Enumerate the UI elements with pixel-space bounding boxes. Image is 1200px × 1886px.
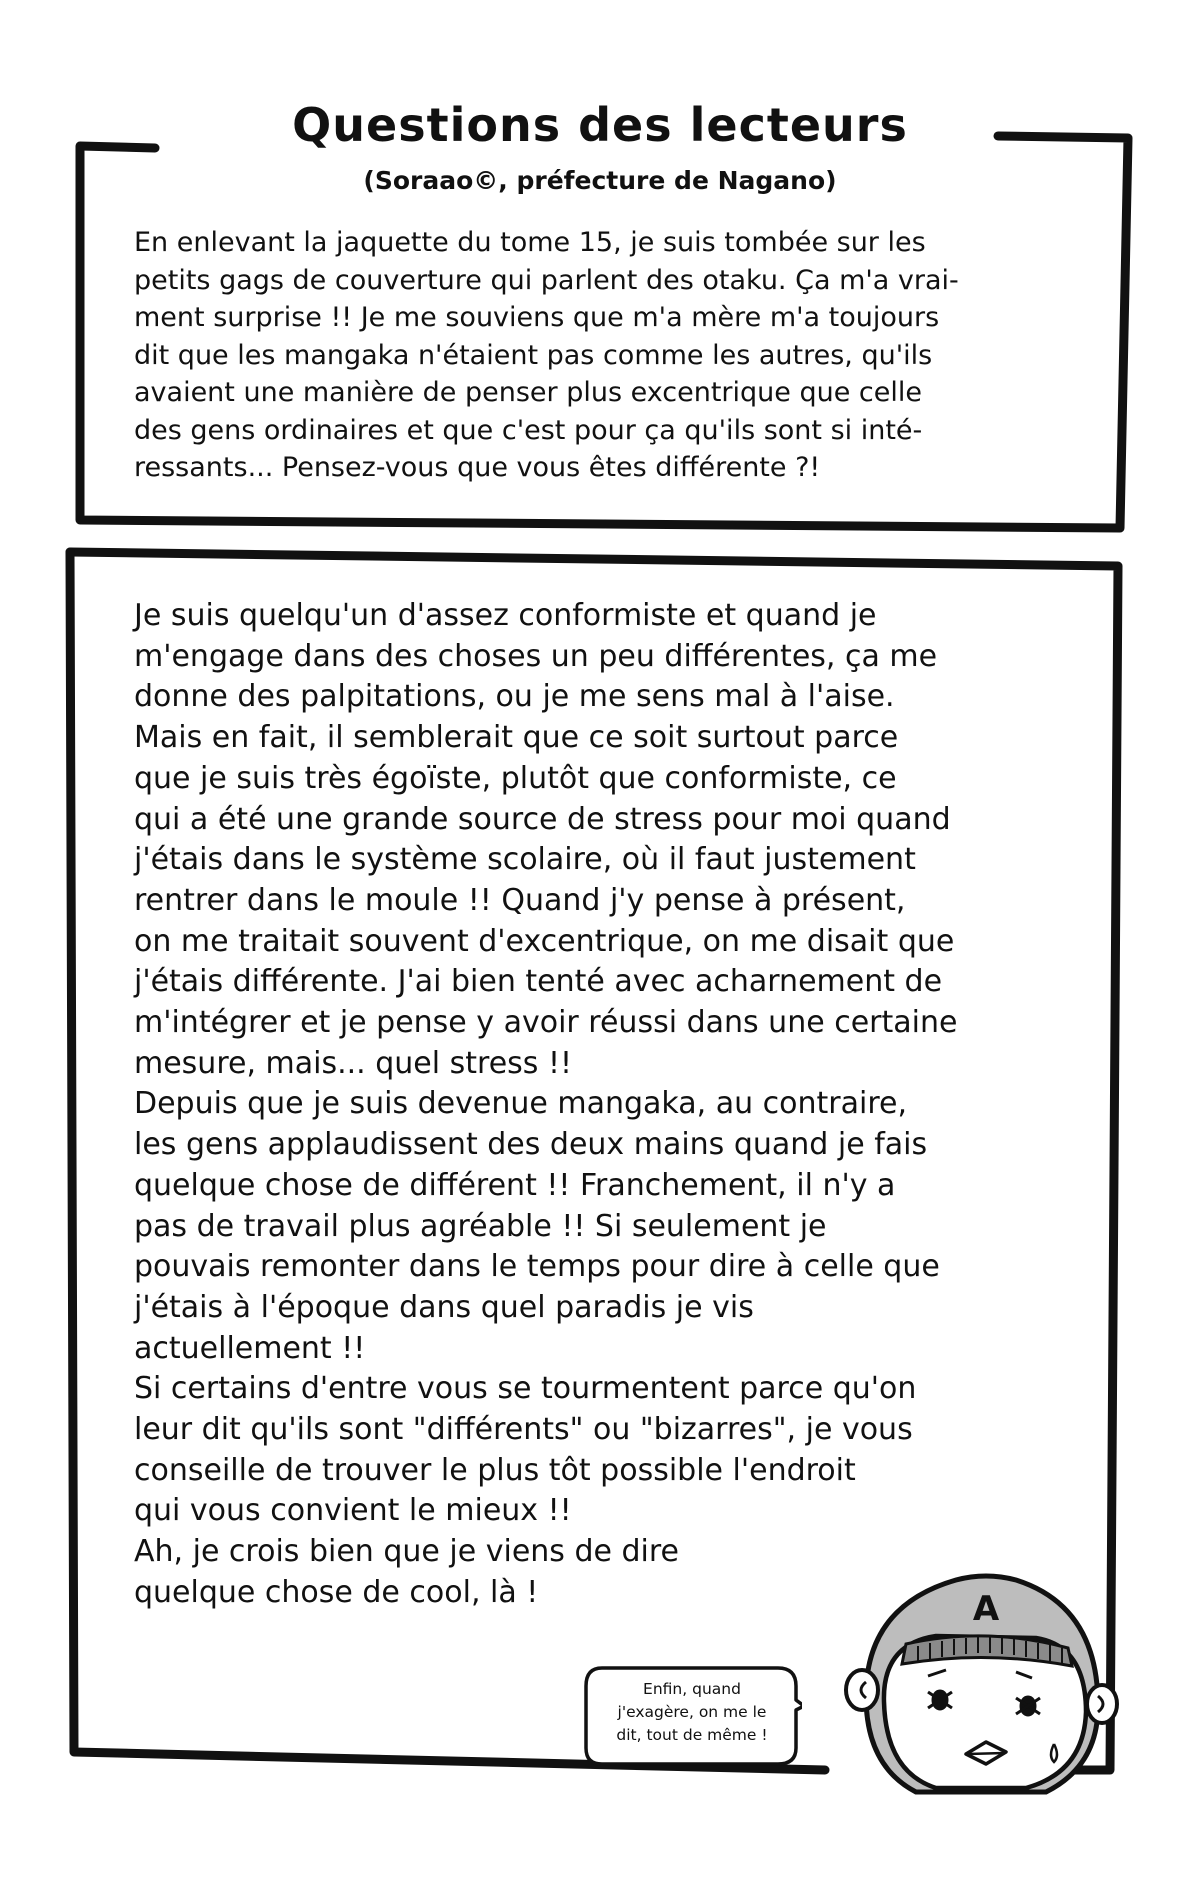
question-line: En enlevant la jaquette du tome 15, je suis tombée sur les bbox=[134, 227, 926, 258]
question-line: des gens ordinaires et que c'est pour ça qu'ils sont si inté- bbox=[134, 414, 923, 446]
answer-line: quelque chose de cool, là ! bbox=[134, 1574, 539, 1610]
answer-line: leur dit qu'ils sont "différents" ou "bizarres", je vous bbox=[134, 1412, 913, 1448]
answer-line: conseille de trouver le plus tôt possible l'endroit bbox=[134, 1452, 856, 1488]
page-title: Questions des lecteurs bbox=[292, 98, 908, 152]
answer-line: les gens applaudissent des deux mains quand je fais bbox=[134, 1127, 928, 1163]
bubble-line: dit, tout de même ! bbox=[616, 1726, 768, 1744]
answer-line: rentrer dans le moule !! Quand j'y pense à présent, bbox=[134, 882, 906, 918]
answer-line: m'engage dans des choses un peu différentes, ça me bbox=[134, 638, 938, 674]
author-avatar bbox=[836, 1566, 1126, 1806]
answer-line: on me traitait souvent d'excentrique, on me disait que bbox=[134, 923, 955, 959]
answer-line: Depuis que je suis devenue mangaka, au contraire, bbox=[134, 1086, 907, 1122]
answer-line: qui a été une grande source de stress pour moi quand bbox=[134, 801, 951, 837]
reader-question bbox=[134, 224, 1084, 487]
author-answer bbox=[134, 596, 1094, 1614]
answer-line: Mais en fait, il semblerait que ce soit surtout parce bbox=[134, 720, 899, 756]
answer-line: qui vous convient le mieux !! bbox=[134, 1493, 572, 1529]
question-line: ment surprise !! Je me souviens que m'a mère m'a toujours bbox=[134, 302, 940, 333]
hat-letter: A bbox=[972, 1589, 1000, 1629]
answer-line: pouvais remonter dans le temps pour dire à celle que bbox=[134, 1249, 940, 1285]
reader-attribution: (Soraao©, préfecture de Nagano) bbox=[363, 166, 837, 195]
answer-line: j'étais dans le système scolaire, où il faut justement bbox=[134, 842, 916, 878]
answer-line: que je suis très égoïste, plutôt que conformiste, ce bbox=[134, 760, 897, 796]
speech-bubble-text bbox=[582, 1678, 802, 1747]
answer-line: Si certains d'entre vous se tourmentent parce qu'on bbox=[134, 1371, 917, 1407]
answer-line: pas de travail plus agréable !! Si seulement je bbox=[134, 1208, 827, 1244]
answer-line: actuellement !! bbox=[134, 1330, 366, 1366]
bubble-line: Enfin, quand bbox=[643, 1680, 741, 1698]
question-line: avaient une manière de penser plus excentrique que celle bbox=[134, 377, 922, 408]
answer-line: j'étais à l'époque dans quel paradis je vis bbox=[134, 1289, 754, 1325]
answer-line: j'étais différente. J'ai bien tenté avec acharnement de bbox=[134, 964, 943, 1000]
bubble-line: j'exagère, on me le bbox=[617, 1703, 767, 1721]
question-line: dit que les mangaka n'étaient pas comme les autres, qu'ils bbox=[134, 339, 933, 371]
answer-line: mesure, mais... quel stress !! bbox=[134, 1045, 573, 1081]
answer-line: quelque chose de différent !! Franchement, il n'y a bbox=[134, 1167, 896, 1203]
question-line: ressants... Pensez-vous que vous êtes différente ?! bbox=[134, 452, 821, 483]
question-line: petits gags de couverture qui parlent des otaku. Ça m'a vrai- bbox=[134, 264, 959, 296]
answer-line: donne des palpitations, ou je me sens mal à l'aise. bbox=[134, 679, 895, 715]
answer-line: m'intégrer et je pense y avoir réussi dans une certaine bbox=[134, 1005, 958, 1041]
answer-line: Ah, je crois bien que je viens de dire bbox=[134, 1534, 679, 1570]
answer-line: Je suis quelqu'un d'assez conformiste et quand je bbox=[134, 598, 877, 633]
